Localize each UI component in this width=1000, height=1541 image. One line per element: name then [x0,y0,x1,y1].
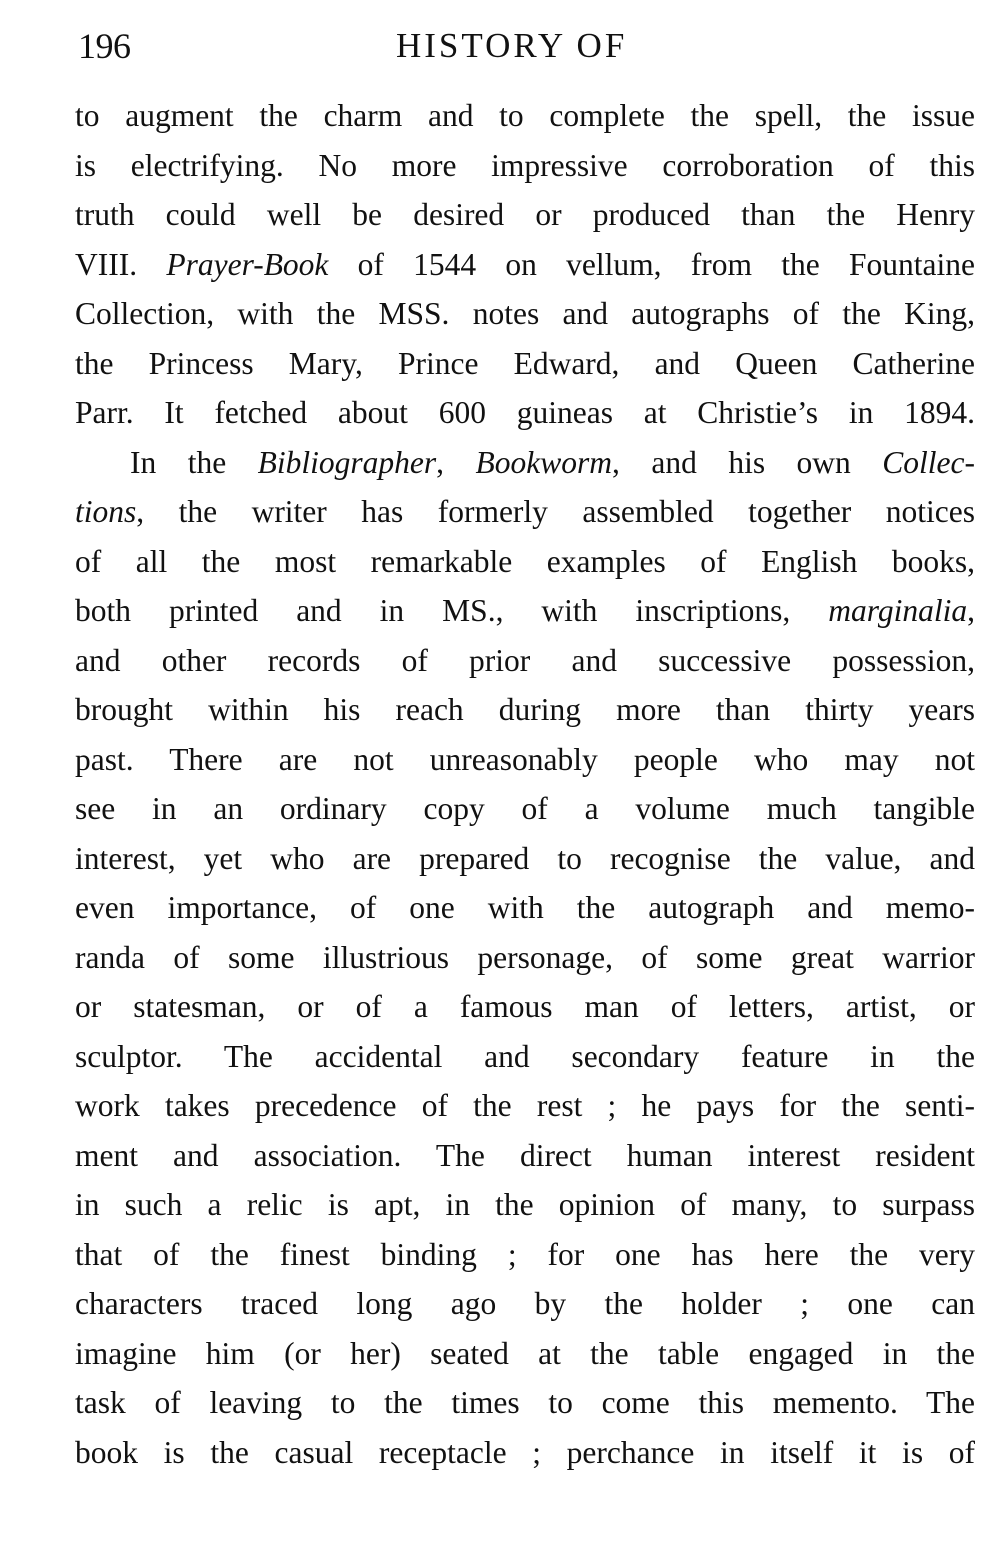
text-line: book is the casual receptacle ; perchance in itself it is of [75,1434,975,1470]
italic-title: Prayer-Book [166,246,329,282]
text-line: tions, the writer has formerly assembled together notices [75,494,975,529]
italic-term: marginalia [828,593,968,628]
text-line: is electrifying. No more impressive corroboration of this [75,147,975,183]
italic-title: Bookworm [475,444,613,480]
text-line: work takes precedence of the rest ; he pays for the senti- [75,1088,975,1123]
text-line: in such a relic is apt, in the opinion of many, to surpass [75,1187,975,1222]
text-line: see in an ordinary copy of a volume much tangible [75,791,975,826]
text-line: brought within his reach during more than thirty years [75,692,975,727]
text-line: characters traced long ago by the holder ; one can [75,1286,975,1321]
text-line: ment and association. The direct human interest resident [75,1137,975,1173]
text-line: VIII. Prayer-Book of 1544 on vellum, from the Fountaine [75,246,975,282]
italic-title: tions [75,494,137,529]
text-line: Collection, with the MSS. notes and autographs of the King, [75,296,975,331]
page-number: 196 [78,26,131,66]
text-line: task of leaving to the times to come this memento. The [75,1385,975,1420]
text-line: of all the most remarkable examples of English books, [75,543,975,579]
text-line: randa of some illustrious personage, of some great warrior [75,939,975,975]
text-line: past. There are not unreasonably people who may not [75,741,975,777]
text-line: truth could well be desired or produced than the Henry [75,197,975,232]
italic-title: Bibliographer [257,444,437,480]
text-line: even importance, of one with the autograph and memo- [75,890,975,925]
text-line: and other records of prior and successive possession, [75,642,975,678]
body-text [75,91,975,1477]
text-line: Parr. It fetched about 600 guineas at Christie’s in 1894. [75,395,975,430]
running-title: HISTORY OF [396,26,628,65]
text-line: that of the finest binding ; for one has here the very [75,1236,975,1272]
text-line: sculptor. The accidental and secondary feature in the [75,1038,975,1074]
text-line: to augment the charm and to complete the spell, the issue [75,98,975,133]
page-header [78,18,978,74]
text-line: the Princess Mary, Prince Edward, and Queen Catherine [75,345,975,381]
text-line: or statesman, or of a famous man of letters, artist, or [75,989,975,1024]
text-line: interest, yet who are prepared to recognise the value, and [75,840,975,876]
paragraph-start-line: In the Bibliographer, Bookworm, and his own Collec- [130,444,975,480]
italic-title: Collec- [882,444,975,480]
text-line: both printed and in MS., with inscriptions, marginalia, [75,593,975,628]
text-line: imagine him (or her) seated at the table engaged in the [75,1335,975,1371]
